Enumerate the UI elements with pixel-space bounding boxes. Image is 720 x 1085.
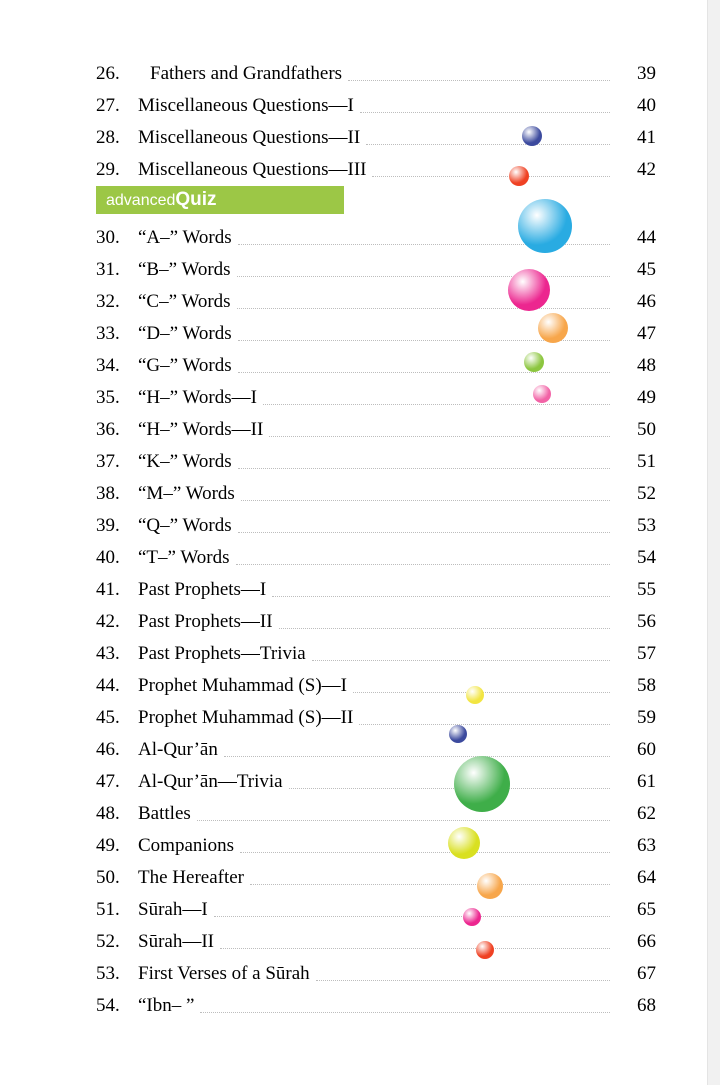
toc-entry[interactable] [96, 218, 656, 250]
toc-entry-page: 55 [610, 577, 656, 602]
toc-entry-title: Miscellaneous Questions—III [138, 157, 372, 182]
toc-entry-title: Al-Qur’ān—Trivia [138, 769, 289, 794]
toc-entry-title: “G–” Words [138, 353, 238, 378]
toc-entry-page: 50 [610, 417, 656, 442]
toc-leader [238, 353, 610, 378]
toc-entry-title: Miscellaneous Questions—II [138, 125, 366, 150]
toc-leader [241, 481, 610, 506]
toc-entry-page: 63 [610, 833, 656, 858]
toc-entry-title: “H–” Words—I [138, 385, 263, 410]
toc-entry-page: 66 [610, 929, 656, 954]
toc-leader [360, 93, 610, 118]
toc-entry-title: Al-Qur’ān [138, 737, 224, 762]
toc-entry-page: 51 [610, 449, 656, 474]
toc-entry[interactable] [96, 442, 656, 474]
toc-entry[interactable] [96, 570, 656, 602]
toc-entry-page: 39 [610, 61, 656, 86]
toc-entry-page: 46 [610, 289, 656, 314]
toc-entry-title: “A–” Words [138, 225, 238, 250]
toc-entry-page: 47 [610, 321, 656, 346]
toc-entry-number: 36. [96, 419, 120, 440]
toc-leader [238, 513, 610, 538]
toc-entry[interactable] [96, 474, 656, 506]
toc-entry-title: Prophet Muhammad (S)—II [138, 705, 359, 730]
toc-entry[interactable] [96, 794, 656, 826]
toc-entry-number: 43. [96, 643, 120, 664]
toc-entry[interactable] [96, 86, 656, 118]
toc-entry-number: 50. [96, 867, 120, 888]
toc-entry-page: 45 [610, 257, 656, 282]
toc-leader [200, 993, 610, 1018]
toc-leader [289, 769, 610, 794]
toc-leader [224, 737, 610, 762]
toc-entry-title: Battles [138, 801, 197, 826]
toc-entry-title: First Verses of a Sūrah [138, 961, 316, 986]
toc-entry-number: 28. [96, 127, 120, 148]
toc-entry-title: “Q–” Words [138, 513, 238, 538]
toc-entry-title: Past Prophets—II [138, 609, 279, 634]
toc-entry[interactable] [96, 282, 656, 314]
toc-entry-page: 53 [610, 513, 656, 538]
toc-entry-page: 67 [610, 961, 656, 986]
toc-entry-title: The Hereafter [138, 865, 250, 890]
toc-leader [236, 545, 610, 570]
toc-leader [353, 673, 610, 698]
toc-entry[interactable] [96, 730, 656, 762]
toc-entry-number: 31. [96, 259, 120, 280]
toc-entry-number: 51. [96, 899, 120, 920]
toc-entry-number: 42. [96, 611, 120, 632]
toc-entry[interactable] [96, 54, 656, 86]
toc-entry-page: 54 [610, 545, 656, 570]
toc-entry-title: Miscellaneous Questions—I [138, 93, 360, 118]
toc-leader [316, 961, 610, 986]
toc-entry-number: 35. [96, 387, 120, 408]
toc-entry[interactable] [96, 922, 656, 954]
toc-leader [197, 801, 610, 826]
toc-entry[interactable] [96, 634, 656, 666]
toc-entry-page: 60 [610, 737, 656, 762]
toc-leader [214, 897, 610, 922]
toc-entry-page: 48 [610, 353, 656, 378]
section-heading-bold: Quiz [175, 189, 217, 210]
toc-entry-title: “H–” Words—II [138, 417, 269, 442]
toc-entry-number: 49. [96, 835, 120, 856]
toc-entry-number: 46. [96, 739, 120, 760]
toc-entry-page: 57 [610, 641, 656, 666]
toc-entry-title: “D–” Words [138, 321, 238, 346]
toc-leader [269, 417, 610, 442]
toc-leader [238, 449, 610, 474]
toc-entry[interactable] [96, 506, 656, 538]
toc-entry[interactable] [96, 986, 656, 1018]
toc-entry-number: 47. [96, 771, 120, 792]
section-heading-advanced-quiz [96, 184, 656, 216]
toc-entry-title: “C–” Words [138, 289, 237, 314]
toc-entry-number: 40. [96, 547, 120, 568]
section-heading-light: advanced [106, 192, 176, 209]
toc-entry-page: 49 [610, 385, 656, 410]
toc-leader [237, 257, 610, 282]
toc-entry-number: 34. [96, 355, 120, 376]
toc-entry-number: 52. [96, 931, 120, 952]
toc-leader [279, 609, 610, 634]
toc-leader [263, 385, 610, 410]
toc-entry-title: Fathers and Grandfathers [138, 61, 348, 86]
toc-leader [312, 641, 610, 666]
table-of-contents [96, 54, 656, 1018]
toc-entry-page: 68 [610, 993, 656, 1018]
toc-entry-number: 45. [96, 707, 120, 728]
toc-entry[interactable] [96, 538, 656, 570]
toc-entry-number: 27. [96, 95, 120, 116]
toc-entry[interactable] [96, 890, 656, 922]
toc-entry-title: Past Prophets—Trivia [138, 641, 312, 666]
toc-entry-page: 61 [610, 769, 656, 794]
toc-entry-page: 56 [610, 609, 656, 634]
toc-leader [237, 289, 610, 314]
toc-entry[interactable] [96, 410, 656, 442]
toc-leader [250, 865, 610, 890]
toc-entry[interactable] [96, 858, 656, 890]
toc-leader [272, 577, 610, 602]
toc-leader [220, 929, 610, 954]
toc-entry-number: 44. [96, 675, 120, 696]
toc-entry[interactable] [96, 118, 656, 150]
toc-entry-title: Past Prophets—I [138, 577, 272, 602]
toc-entry-number: 29. [96, 159, 120, 180]
toc-entry[interactable] [96, 666, 656, 698]
toc-entry[interactable] [96, 378, 656, 410]
toc-entry-number: 30. [96, 227, 120, 248]
toc-entry-title: Companions [138, 833, 240, 858]
toc-leader [359, 705, 610, 730]
toc-entry-title: Sūrah—II [138, 929, 220, 954]
toc-entry-page: 59 [610, 705, 656, 730]
page-edge [707, 0, 720, 1085]
toc-entry-title: “T–” Words [138, 545, 236, 570]
toc-entry-number: 26. [96, 63, 120, 84]
toc-leader [372, 157, 610, 182]
toc-entry[interactable] [96, 602, 656, 634]
toc-entry-page: 65 [610, 897, 656, 922]
toc-entry[interactable] [96, 826, 656, 858]
toc-entry-page: 40 [610, 93, 656, 118]
toc-entry-title: “K–” Words [138, 449, 238, 474]
toc-entry[interactable] [96, 150, 656, 182]
toc-entry-page: 58 [610, 673, 656, 698]
toc-entry[interactable] [96, 250, 656, 282]
toc-entry-page: 62 [610, 801, 656, 826]
toc-entry[interactable] [96, 698, 656, 730]
toc-entry-number: 41. [96, 579, 120, 600]
section-heading-text [106, 188, 217, 212]
toc-entry-title: Prophet Muhammad (S)—I [138, 673, 353, 698]
toc-entry-number: 53. [96, 963, 120, 984]
toc-leader [238, 321, 610, 346]
toc-entry-title: “M–” Words [138, 481, 241, 506]
toc-entry-title: “Ibn– ” [138, 993, 200, 1018]
toc-entry-page: 41 [610, 125, 656, 150]
toc-leader [366, 125, 610, 150]
toc-entry-number: 33. [96, 323, 120, 344]
toc-leader [348, 61, 610, 86]
toc-entry-number: 54. [96, 995, 120, 1016]
toc-entry[interactable] [96, 314, 656, 346]
toc-entry-page: 52 [610, 481, 656, 506]
toc-entry-page: 64 [610, 865, 656, 890]
toc-entry-number: 39. [96, 515, 120, 536]
toc-entry-title: Sūrah—I [138, 897, 214, 922]
toc-entry-number: 32. [96, 291, 120, 312]
toc-entry-title: “B–” Words [138, 257, 237, 282]
toc-entry-number: 37. [96, 451, 120, 472]
toc-entry[interactable] [96, 954, 656, 986]
toc-entry-page: 44 [610, 225, 656, 250]
toc-entry-page: 42 [610, 157, 656, 182]
toc-entry[interactable] [96, 346, 656, 378]
toc-entry-number: 38. [96, 483, 120, 504]
toc-leader [238, 225, 610, 250]
toc-entry[interactable] [96, 762, 656, 794]
toc-entry-number: 48. [96, 803, 120, 824]
toc-leader [240, 833, 610, 858]
